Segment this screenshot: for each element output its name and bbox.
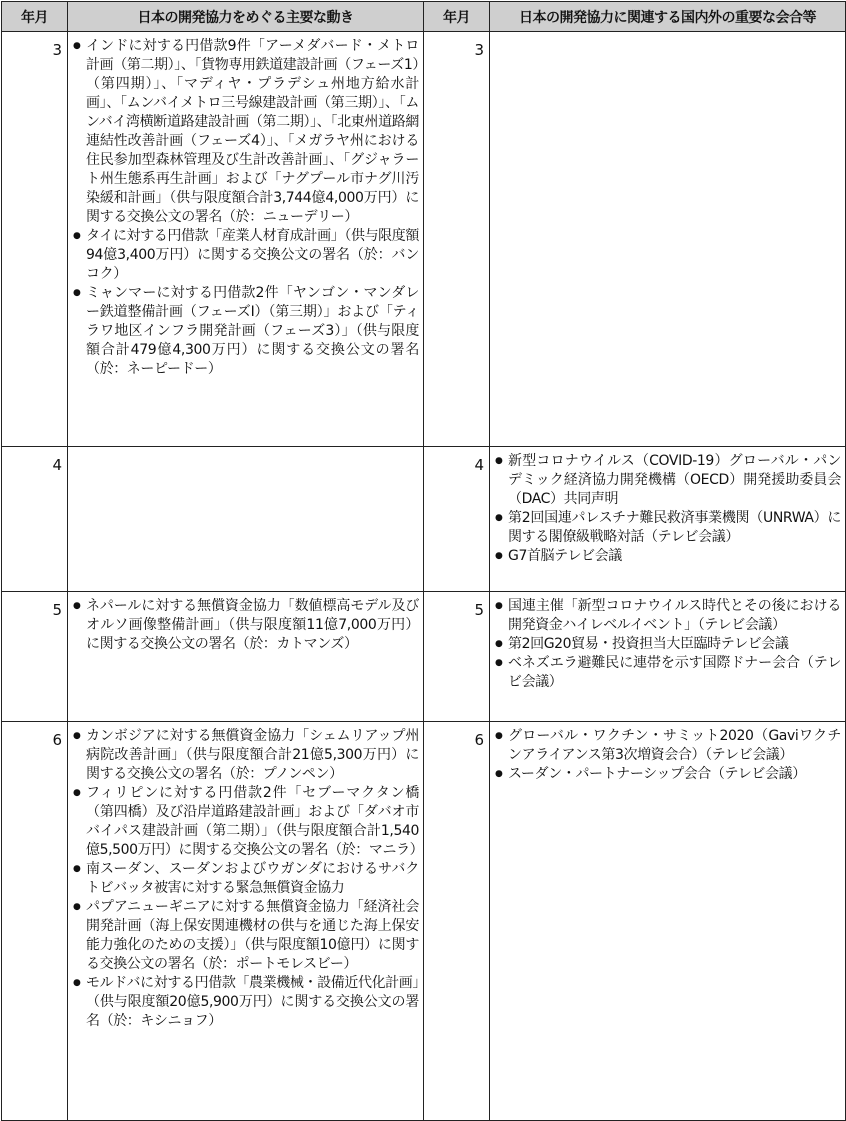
list-item: ● G7首脳テレビ会議 <box>492 547 841 566</box>
list-item: ● モルドバに対する円借款「農業機械・設備近代化計画」（供与限度額20億5,900万円）に関する交換公文の署名（於：キシニョフ） <box>70 974 419 1031</box>
month-cell: 6 <box>2 722 68 1121</box>
month-cell: 3 <box>2 32 68 447</box>
list-item: ● パプアニューギニアに対する無償資金協力「経済社会開発計画（海上保安関連機材の供与を通じた海上保安能力強化のための支援）」（供与限度額10億円）に関する交換公文の署名（於：ポートモレスビー） <box>70 898 419 974</box>
month-cell: 4 <box>2 447 68 592</box>
list-item: ● カンボジアに対する無償資金協力「シェムリアップ州病院改善計画」（供与限度額合計21億5,300万円）に関する交換公文の署名（於：プノンペン） <box>70 727 419 784</box>
month-cell: 3 <box>424 32 490 447</box>
list-item: ● インドに対する円借款9件「アーメダバード・メトロ計画（第二期）」、「貨物専用鉄道建設計画（フェーズ1）（第四期）」、「マディヤ・プラデシュ州地方給水計画」、「ムンバイメトロ三号線建設計画（第三期）」、「ムンバイ湾横断道路建設計画（第二期）」、「北東州道路網連結性改善計画（フェーズ4）」、「メガラヤ州における住民参加型森林管理及び生計改善計画」、「グジャラート州生態系再生計画」および「ナグプール市ナグ川汚染緩和計画」（供与限度額合計3,744億4,000万円）に関する交換公文の署名（於：ニューデリー） <box>70 37 419 227</box>
list-item: ● 第2回国連パレスチナ難民救済事業機関（UNRWA）に関する閣僚級戦略対話（テレビ会議） <box>492 509 841 547</box>
meetings-cell <box>490 32 846 447</box>
main-events-cell <box>68 592 424 722</box>
list-item: ● 南スーダン、スーダンおよびウガンダにおけるサバクトビバッタ被害に対する緊急無償資金協力 <box>70 860 419 898</box>
list-item: ● フィリピンに対する円借款2件「セブーマクタン橋（第四橋）及び沿岸道路建設計画」および「ダバオ市バイパス建設計画（第二期）」（供与限度額合計1,540億5,500万円）に関する交換公文の署名（於：マニラ） <box>70 784 419 860</box>
header-month: 年月 <box>2 2 68 32</box>
main-events-cell <box>68 32 424 447</box>
month-cell: 6 <box>424 722 490 1121</box>
table-row <box>2 447 846 592</box>
month-cell: 5 <box>2 592 68 722</box>
month-cell: 5 <box>424 592 490 722</box>
main-events-cell <box>68 722 424 1121</box>
meetings-cell <box>490 592 846 722</box>
list-item: ● グローバル・ワクチン・サミット2020（Gaviワクチンアライアンス第3次増資会合）（テレビ会議） <box>492 727 841 765</box>
meetings-cell <box>490 722 846 1121</box>
header-row <box>2 2 846 32</box>
list-item: ● ネパールに対する無償資金協力「数値標高モデル及びオルソ画像整備計画」（供与限度額11億7,000万円）に関する交換公文の署名（於：カトマンズ） <box>70 597 419 654</box>
list-item: ● ミャンマーに対する円借款2件「ヤンゴン・マンダレー鉄道整備計画（フェーズI）（第三期）」および「ティラワ地区インフラ開発計画（フェーズ3）」（供与限度額合計479億4,300万円）に関する交換公文の署名（於：ネーピードー） <box>70 284 419 379</box>
list-item: ● スーダン・パートナーシップ会合（テレビ会議） <box>492 765 841 784</box>
list-item: ● タイに対する円借款「産業人材育成計画」（供与限度額94億3,400万円）に関する交換公文の署名（於：バンコク） <box>70 227 419 284</box>
chronology-table <box>1 1 846 1121</box>
header-meetings: 日本の開発協力に関連する国内外の重要な会合等 <box>490 2 846 32</box>
table-row <box>2 32 846 447</box>
meetings-cell <box>490 447 846 592</box>
table-row <box>2 592 846 722</box>
list-item: ● ベネズエラ避難民に連帯を示す国際ドナー会合（テレビ会議） <box>492 654 841 692</box>
table-row <box>2 722 846 1121</box>
list-item: ● 国連主催「新型コロナウイルス時代とその後における開発資金ハイレベルイベント」（テレビ会議） <box>492 597 841 635</box>
list-item: ● 第2回G20貿易・投資担当大臣臨時テレビ会議 <box>492 635 841 654</box>
month-cell: 4 <box>424 447 490 592</box>
main-events-cell <box>68 447 424 592</box>
list-item: ● 新型コロナウイルス（COVID-19）グローバル・パンデミック経済協力開発機構（OECD）開発援助委員会（DAC）共同声明 <box>492 452 841 509</box>
header-month-2: 年月 <box>424 2 490 32</box>
header-main-events: 日本の開発協力をめぐる主要な動き <box>68 2 424 32</box>
